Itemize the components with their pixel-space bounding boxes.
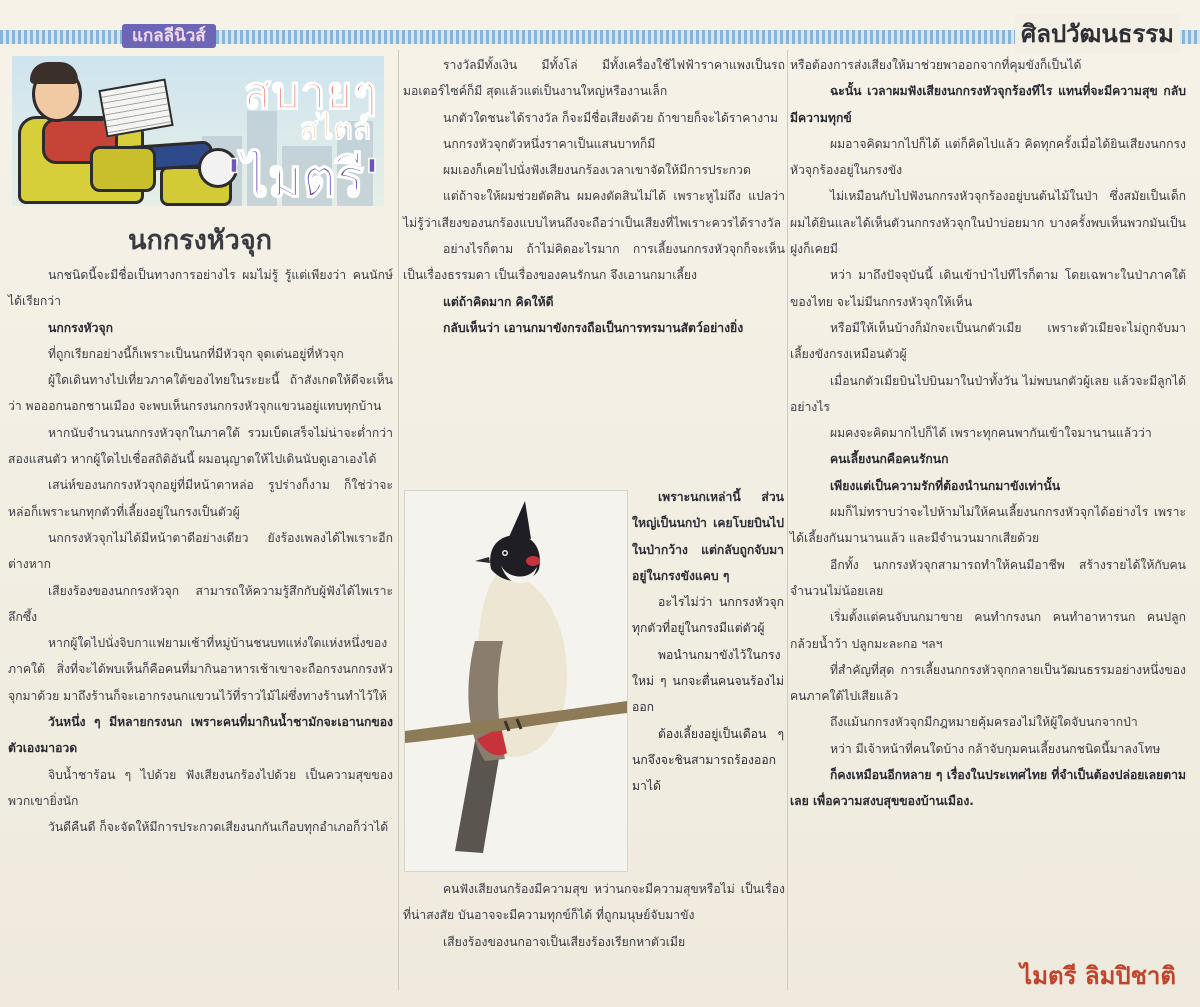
paragraph: นกกรงหัวจุกตัวหนึ่งราคาเป็นแสนบาทก็มี — [443, 136, 656, 151]
masthead-line3: 'ไมตรี' — [226, 149, 380, 206]
paragraph: ก็คงเหมือนอีกหลาย ๆ เรื่องในประเทศไทย ที่จำเป็นต้องปล่อยเลยตามเลย เพื่อความสงบสุขของบ้านเมือง. — [790, 768, 1186, 809]
paragraph: วันดีคืนดี ก็จะจัดให้มีการประกวดเสียงนกกันเกือบทุกอำเภอก็ว่าได้ — [48, 820, 389, 835]
masthead-line1: สบายๆ — [244, 68, 378, 119]
paragraph: เสียงร้องของนกอาจเป็นเสียงร้องเรียกหาตัวเมีย — [443, 934, 686, 949]
paragraph: พอนำนกมาขังไว้ในกรงใหม่ ๆ นกจะตื่นคนจนร้องไม่ออก — [632, 647, 784, 715]
paragraph: เพราะนกเหล่านี้ ส่วนใหญ่เป็นนกป่า เคยโบยบินไปในป่ากว้าง แต่กลับถูกจับมาอยู่ในกรงขังแคบ ๆ — [632, 490, 784, 583]
paragraph: นกตัวใดชนะได้รางวัล ก็จะมีชื่อเสียงด้วย ถ้าขายก็จะได้ราคางาม — [443, 110, 779, 125]
paragraph: หากนับจำนวนนกกรงหัวจุกในภาคใต้ รวมเบ็ดเสร็จไม่น่าจะต่ำกว่าสองแสนตัว หากผู้ใดไปเชื่อสถิติอันนี้ ผมอนุญาตให้ไปเดินนับดูเอาเองได้ — [8, 425, 393, 467]
paragraph: เริ่มตั้งแต่คนจับนกมาขาย คนทำกรงนก คนทำอาหารนก คนปลูกกล้วยน้ำว้า ปลูกมะละกอ ฯลฯ — [790, 610, 1186, 651]
section-label: แกลลีนิวส์ — [122, 24, 216, 48]
paragraph: ผมเองก็เคยไปนั่งฟังเสียงนกร้องเวลาเขาจัดให้มีการประกวด — [443, 163, 751, 178]
paragraph: ต้องเลี้ยงอยู่เป็นเดือน ๆ นกจึงจะชินสามารถร้องออกมาได้ — [632, 726, 784, 794]
paragraph: นกชนิดนี้จะมีชื่อเป็นทางการอย่างไร ผมไม่รู้ รู้แต่เพียงว่า คนนักษ์ได้เรียกว่า — [8, 268, 393, 309]
masthead-line2: สไตล์ — [300, 112, 372, 147]
paragraph: เสน่ห์ของนกกรงหัวจุกอยู่ที่มีหน้าตาหล่อ รูปร่างก็งาม ก็ใช่ว่าจะหล่อก็เพราะนกทุกตัวที่เลี้ยงอยู่ในกรงเป็นตัวผู้ — [8, 478, 393, 519]
paragraph: แต่ถ้าคิดมาก คิดให้ดี — [443, 294, 554, 309]
paragraph: นกกรงหัวจุก — [48, 320, 113, 335]
paragraph: เมื่อนกตัวเมียบินไปบินมาในป่าทั้งวัน ไม่พบนกตัวผู้เลย แล้วจะมีลูกได้อย่างไร — [790, 373, 1186, 414]
paper-name: ศิลปวัฒนธรรม — [1015, 14, 1180, 53]
paragraph: เพียงแต่เป็นความรักที่ต้องนำนกมาขังเท่านั้น — [830, 478, 1061, 493]
article-column-2-top — [403, 52, 785, 341]
paragraph: หว่า มีเจ้าหน้าที่คนใดบ้าง กล้าจับกุมคนเลี้ยงนกชนิดนี้มาลงโทษ — [830, 741, 1161, 756]
paragraph: กลับเห็นว่า เอานกมาขังกรงถือเป็นการทรมานสัตว์อย่างยิ่ง — [443, 320, 744, 335]
paragraph: อีกทั้ง นกกรงหัวจุกสามารถทำให้คนมีอาชีพ สร้างรายได้ให้กับคนจำนวนไม่น้อยเลย — [790, 557, 1186, 598]
article-column-3 — [790, 52, 1186, 815]
paragraph: ผมก็ไม่ทราบว่าจะไปห้ามไม่ให้คนเลี้ยงนกกรงหัวจุกได้อย่างไร เพราะได้เลี้ยงกันมานานแล้ว และมีจำนวนมากเสียด้วย — [790, 505, 1186, 546]
paragraph: ไม่เหมือนกับไปฟังนกกรงหัวจุกร้องอยู่บนต้นไม้ในป่า ซึ่งสมัยเป็นเด็ก ผมได้ยินและได้เห็นตัวนกกรงหัวจุกในป่าบ่อยมาก บางครั้งพบเห็นพวกมันเป็นฝูงก็เคยมี — [790, 189, 1186, 257]
paragraph: จิบน้ำชาร้อน ๆ ไปด้วย ฟังเสียงนกร้องไปด้วย เป็นความสุขของพวกเขายิ่งนัก — [8, 767, 393, 808]
red-whiskered-bulbul-icon — [405, 491, 627, 871]
paragraph: หากผู้ใดไปนั่งจิบกาแฟยามเช้าที่หมู่บ้านชนบทแห่งใดแห่งหนึ่งของภาคใต้ สิ่งที่จะได้พบเห็นก็คือคนที่มากินอาหารเช้าเขาจะถือกรงนกกรงหัวจุกมาด้วย มาถึงร้านก็จะเอากรงนกแขวนไว้ที่ราวไม้ไผ่ซึ่งทางร้านทำไว้ให้ — [8, 636, 393, 703]
paragraph: ถึงแม้นกกรงหัวจุกมีกฎหมายคุ้มครองไม่ให้ผู้ใดจับนกจากป่า — [830, 715, 1138, 730]
paragraph: นกกรงหัวจุกไม่ได้มีหน้าตาดีอย่างเดียว ยังร้องเพลงได้ไพเราะอีกต่างหาก — [8, 530, 393, 572]
paragraph: เสียงร้องของนกกรงหัวจุก สามารถให้ความรู้สึกกับผู้ฟังได้ไพเราะลึกซึ้ง — [8, 583, 393, 624]
paragraph: อะไรไม่ว่า นกกรงหัวจุกทุกตัวที่อยู่ในกรงมีแต่ตัวผู้ — [632, 595, 784, 636]
paragraph: แต่ถ้าจะให้ผมช่วยตัดสิน ผมคงตัดสินไม่ได้ เพราะหูไม่ถึง แปลว่าไม่รู้ว่าเสียงของนกร้องแบบไหนถึงจะถือว่าเป็นเสียงที่ไพเราะควรได้รางวัล — [403, 189, 785, 230]
paragraph: หรือมีให้เห็นบ้างก็มักจะเป็นนกตัวเมีย เพราะตัวเมียจะไม่ถูกจับมาเลี้ยงขังกรงเหมือนตัวผู้ — [790, 320, 1186, 362]
paragraph: ฉะนั้น เวลาผมฟังเสียงนกกรงหัวจุกร้องทีไร แทนที่จะมีความสุข กลับมีความทุกข์ — [790, 84, 1186, 125]
paragraph: รางวัลมีทั้งเงิน มีทั้งโล่ มีทั้งเครื่องใช้ไฟฟ้าราคาแพงเป็นรถมอเตอร์ไซค์ก็มี สุดแล้วแต่เป็นงานใหญ่หรืองานเล็ก — [403, 58, 785, 99]
author-byline: ไมตรี ลิมปิชาติ — [1020, 962, 1176, 990]
paragraph: ที่สำคัญที่สุด การเลี้ยงนกกรงหัวจุกกลายเป็นวัฒนธรรมอย่างหนึ่งของคนภาคใต้ไปเสียแล้ว — [790, 662, 1186, 704]
paragraph: ที่ถูกเรียกอย่างนี้ก็เพราะเป็นนกที่มีหัวจุก จุดเด่นอยู่ที่หัวจุก — [48, 346, 344, 361]
paragraph: หรือต้องการส่งเสียงให้มาช่วยพาออกจากที่คุมขังก็เป็นได้ — [790, 58, 1082, 72]
paragraph: วันหนึ่ง ๆ มีหลายกรงนก เพราะคนที่มากินน้ำชามักจะเอานกของตัวเองมาอวด — [8, 715, 393, 756]
bird-photo — [404, 490, 628, 872]
paragraph: คนฟังเสียงนกร้องมีความสุข หว่านกจะมีความสุขหรือไม่ เป็นเรื่องที่น่าสงสัย บันอาจจะมีความทุกข์ก็ได้ ที่ถูกมนุษย์จับมาขัง — [403, 882, 785, 923]
column-masthead-illustration — [12, 56, 384, 206]
paragraph: ผมคงจะคิดมากไปก็ได้ เพราะทุกคนพากันเข้าใจมานานแล้วว่า — [830, 426, 1152, 441]
paragraph: คนเลี้ยงนกคือคนรักนก — [830, 452, 949, 467]
paragraph: หว่า มาถึงปัจจุบันนี้ เดินเข้าป่าไปทีไรก็ตาม โดยเฉพาะในป่าภาคใต้ของไทย จะไม่มีนกกรงหัวจุกให้เห็น — [790, 268, 1186, 309]
paragraph: ผู้ใดเดินทางไปเที่ยวภาคใต้ของไทยในระยะนี้ ถ้าสังเกตให้ดีจะเห็นว่า พอออกนอกชานเมือง จะพบเห็นกรงนกกรงหัวจุกแขวนอยู่แทบทุกบ้าน — [8, 373, 393, 414]
article-column-2-wrap — [632, 484, 784, 800]
paragraph: อย่างไรก็ตาม ถ้าไม่คิดอะไรมาก การเลี้ยงนกกรงหัวจุกก็จะเห็นเป็นเรื่องธรรมดา เป็นเรื่องของคนรักนก จึงเอานกมาเลี้ยง — [403, 242, 785, 283]
article-column-1 — [8, 262, 393, 841]
article-title: นกกรงหัวจุก — [128, 225, 272, 256]
article-column-2-bottom — [403, 876, 785, 955]
paragraph: ผมอาจคิดมากไปก็ได้ แต่ก็คิดไปแล้ว คิดทุกครั้งเมื่อได้ยินเสียงนกกรงหัวจุกร้องอยู่ในกรงขัง — [790, 136, 1186, 178]
